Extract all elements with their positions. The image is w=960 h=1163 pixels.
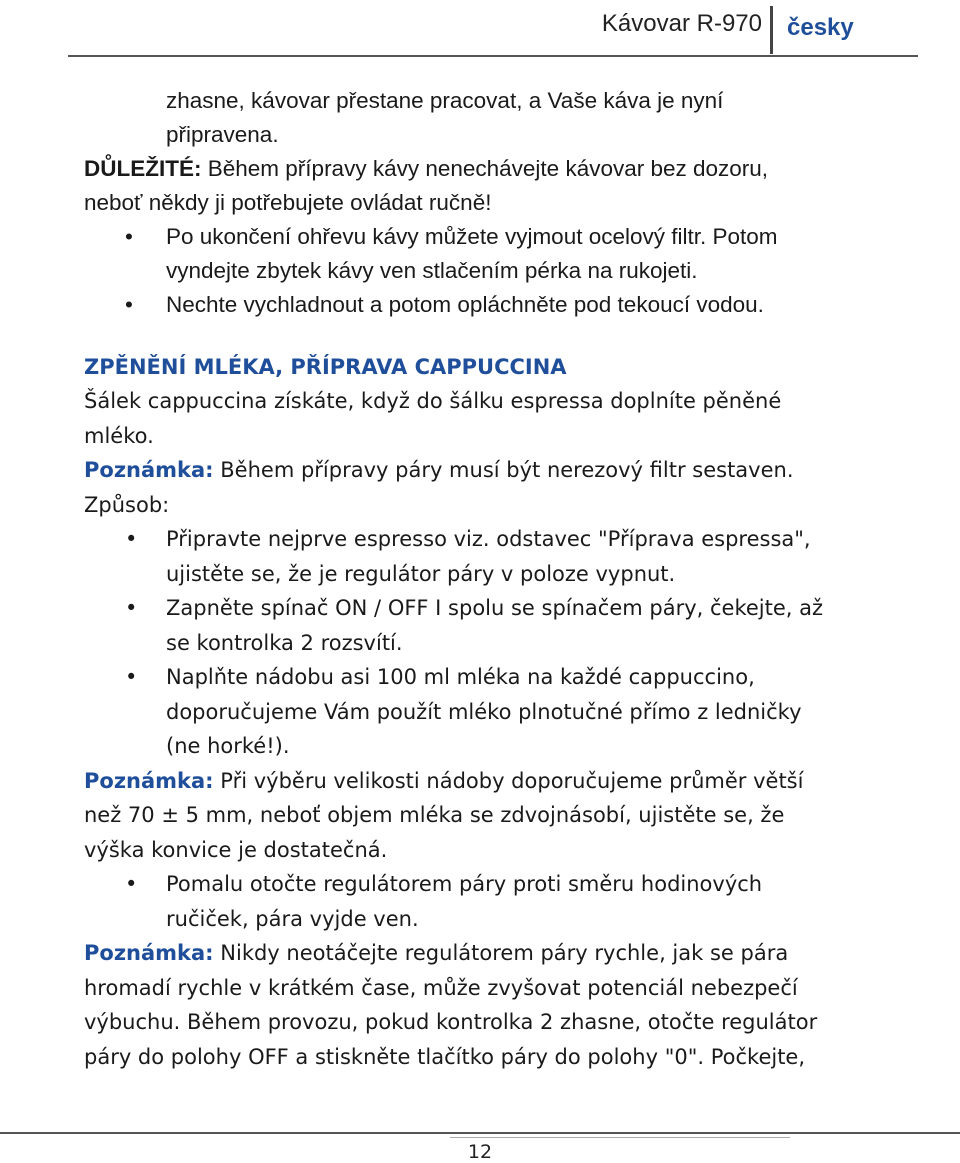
page-header — [0, 0, 960, 60]
bullet-icon: • — [125, 665, 138, 689]
document-body — [84, 84, 884, 1074]
text-line — [84, 152, 884, 186]
text-line: (ne horké!). — [166, 734, 290, 758]
text-line: Připravte nejprve espresso viz. odstavec "Příprava espressa", — [166, 527, 811, 551]
bullet-icon: • — [125, 527, 138, 551]
note-text: Nikdy neotáčejte regulátorem páry rychle, jak se pára — [213, 941, 789, 965]
footer-rule-accent — [450, 1137, 790, 1138]
paragraph-continuation — [84, 84, 884, 152]
text-line: ujistěte se, že je regulátor páry v poloze vypnut. — [166, 561, 676, 586]
note-label: Poznámka: — [84, 458, 214, 482]
list-item — [84, 591, 884, 660]
text-line: se kontrolka 2 rozsvítí. — [166, 630, 403, 655]
footer-rule — [0, 1132, 960, 1134]
method-label: Způsob: — [84, 492, 170, 517]
section-heading: ZPĚNĚNÍ MLÉKA, PŘÍPRAVA CAPPUCCINA — [84, 355, 567, 379]
text-line: Po ukončení ohřevu kávy můžete vyjmout ocelový filtr. Potom — [166, 224, 778, 249]
important-text: Během přípravy kávy nenechávejte kávovar bez dozoru, — [201, 156, 769, 181]
text-line: doporučujeme Vám použít mléko plnotučné přímo z ledničky — [166, 699, 802, 724]
text-line: ručiček, pára vyjde ven. — [166, 906, 419, 931]
note-text: Během přípravy páry musí být nerezový filtr sestaven. — [213, 458, 794, 482]
header-divider — [770, 6, 773, 54]
text-line: výbuchu. Během provozu, pokud kontrolka 2 zhasne, otočte regulátor — [84, 1010, 818, 1034]
list-item — [84, 522, 884, 591]
section-body — [84, 384, 884, 1074]
bullet-list-filter — [84, 220, 884, 322]
list-item — [84, 288, 884, 322]
text-line: připravena. — [166, 122, 279, 147]
text-line: Naplňte nádobu asi 100 ml mléka na každé cappuccino, — [166, 665, 755, 689]
bullet-icon: • — [125, 224, 133, 249]
list-item — [84, 220, 884, 288]
note-line — [84, 936, 884, 971]
text-line: páry do polohy OFF a stiskněte tlačítko páry do polohy "0". Počkejte, — [84, 1044, 806, 1069]
list-item — [84, 660, 884, 764]
important-label: DŮLEŽITÉ: — [84, 156, 202, 181]
bullet-icon: • — [125, 596, 138, 620]
bullet-icon: • — [125, 292, 133, 317]
bullet-icon: • — [125, 872, 138, 896]
header-language: česky — [787, 14, 854, 41]
note-line — [84, 764, 884, 799]
text-line: vyndejte zbytek kávy ven stlačením pérka na rukojeti. — [166, 258, 698, 283]
list-item — [84, 867, 884, 936]
text-line: než 70 ± 5 mm, neboť objem mléka se zdvojnásobí, ujistěte se, že — [84, 803, 785, 827]
text-line: Šálek cappuccina získáte, když do šálku espressa doplníte pěněné — [84, 389, 782, 413]
text-line: mléko. — [84, 423, 154, 448]
text-line: zhasne, kávovar přestane pracovat, a Vaše káva je nyní — [166, 88, 724, 113]
text-line: Pomalu otočte regulátorem páry proti směru hodinových — [166, 872, 763, 896]
note-line — [84, 453, 884, 488]
important-notice — [84, 152, 884, 220]
text-line: Zapněte spínač ON / OFF I spolu se spínačem páry, čekejte, až — [166, 596, 824, 620]
header-model-title: Kávovar R-970 — [601, 10, 762, 37]
note-text: Při výběru velikosti nádoby doporučujeme průměr větší — [213, 768, 804, 793]
page-number: 12 — [467, 1141, 493, 1163]
text-line: Nechte vychladnout a potom opláchněte pod tekoucí vodou. — [166, 292, 764, 317]
note-label: Poznámka: — [84, 941, 214, 965]
text-line: neboť někdy ji potřebujete ovládat ručně! — [84, 190, 492, 215]
header-rule — [68, 55, 918, 57]
text-line: výška konvice je dostatečná. — [84, 837, 388, 862]
text-line: hromadí rychle v krátkém čase, může zvyšovat potenciál nebezpečí — [84, 975, 798, 1000]
note-label: Poznámka: — [84, 768, 214, 793]
